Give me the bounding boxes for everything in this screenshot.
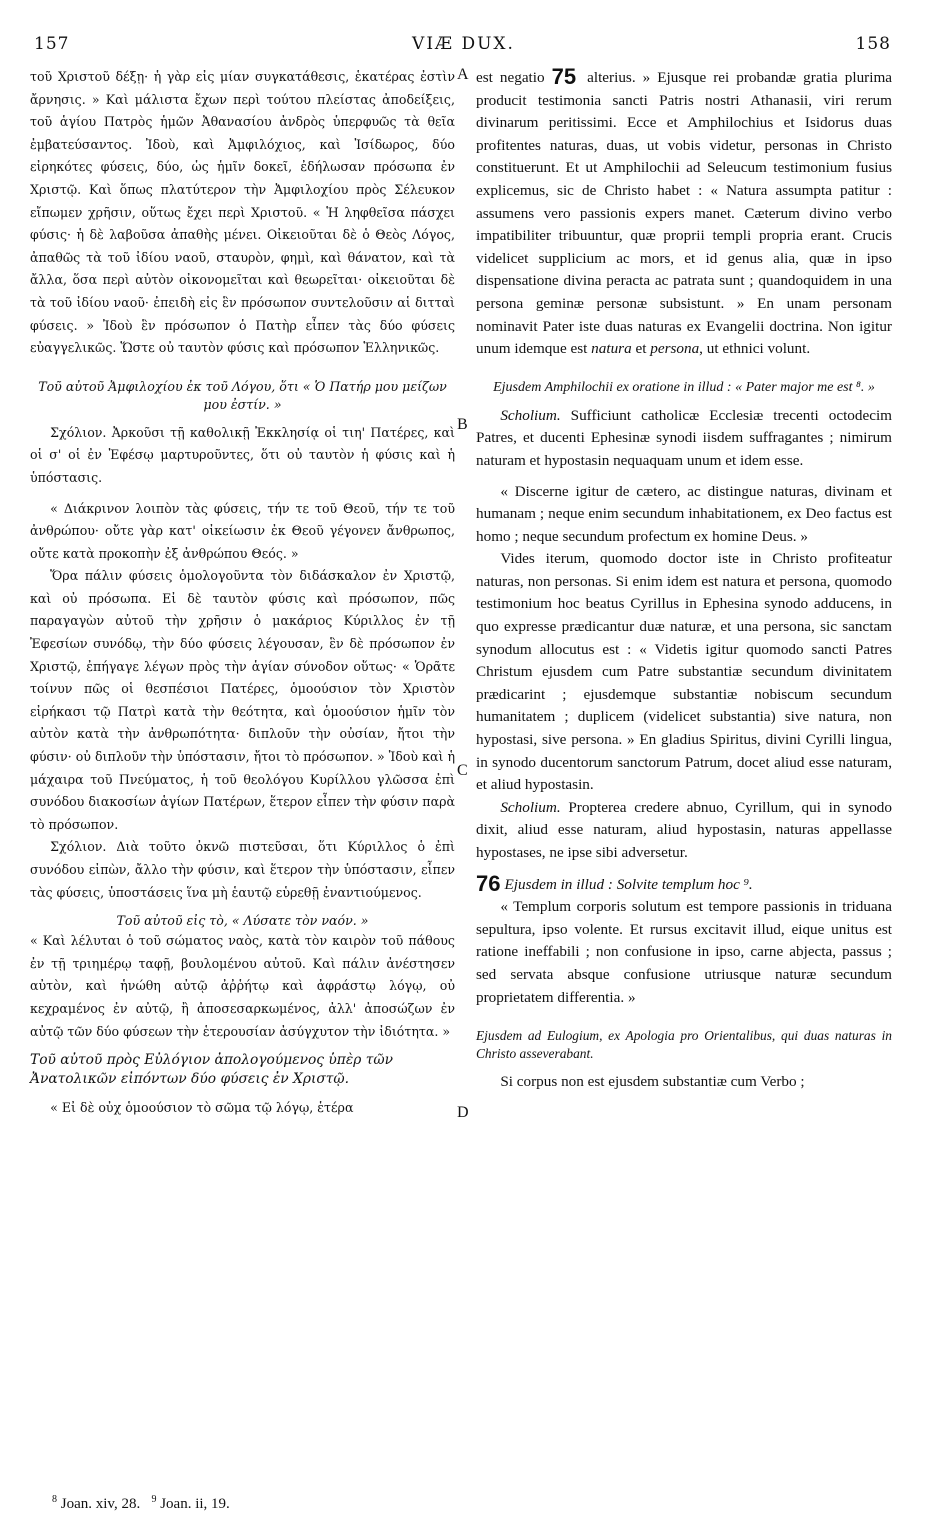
page-number-right: 158 bbox=[855, 34, 891, 54]
latin-scholium-1 bbox=[476, 405, 892, 473]
latin-scholium-1-text: Sufficiunt catholicæ Ecclesiæ trecenti octodecim Patres, et ducenti Ephesinæ synodi iisdem suffragantes ; nimirum naturam et hypostasin nequaquam unum et idem esse. bbox=[476, 406, 892, 469]
greek-paragraph-4: Ὅρα πάλιν φύσεις ὁμολογοῦντα τὸν διδάσκαλον ἐν Χριστῷ, καὶ οὐ πρόσωπα. Εἰ δὲ ταυτὸν φύσις καὶ πρόσωπον, πῶς παραγαγὼν αὐτοῦ τὴν χρῆσιν ὁ μακάριος Κύριλλος ἐν τῇ Ἐφεσίων συνόδῳ, τὴν δύο φύσεις λέγουσαν, ἓν δὲ πρόσωπον ἐν Χριστῷ, ἐπήγαγε λέγων πρὸς τὴν ἁγίαν σύνοδον οὕτως· « Ὁρᾶτε τοίνυν πῶς οἱ θεσπέσιοι Πατέρες, ὁμοούσιον τὸν Χριστὸν εἰρήκασι τῷ Πατρὶ κατὰ τὴν θεότητα, καὶ ὁμοούσιον ἡμῖν τὸν αὐτὸν κατὰ τὴν ἀνθρωπότητα· διπλοῦν τὴν οὐσίαν, ἤτοι τὴν φύσιν· οὐ διπλοῦν τὴν ὑπόστασιν, ἤτοι τὸ πρόσωπον. » Ἰδοὺ καὶ ἡ μάχαιρα τοῦ Πνεύματος, ἡ τοῦ θεολόγου Κυρίλλου γλῶσσα ἐπὶ συνόδου διακοσίων ἁγίων Πατέρων, ἕτερον εἶπεν τὴν φύσιν παρὰ τὸ πρόσωπον. bbox=[30, 568, 455, 832]
latin-scholium-1-lead: Scholium. bbox=[500, 406, 561, 424]
greek-section-title-2: Τοῦ αὐτοῦ εἰς τὸ, « Λύσατε τὸν ναόν. » bbox=[116, 913, 369, 929]
page-number-left: 157 bbox=[34, 34, 70, 54]
latin-paragraph-6: « Templum corporis solutum est tempore passionis in triduana sepultura, ipso volente. Et rursus excitavit illud, eique unitus est ratione ineffabili ; non confusione in ipso, carne abjecta, passus ; sed servata absque confusione utriusque naturæ secundum proprietatem differentia. » bbox=[476, 898, 892, 1006]
greek-section-title-1: Τοῦ αὐτοῦ Ἀμφιλοχίου ἐκ τοῦ Λόγου, ὅτι « Ὁ Πατήρ μου μείζων μου ἐστίν. » bbox=[38, 378, 447, 412]
latin-section-title-2 bbox=[476, 870, 892, 897]
latin-quotation-1: « Discerne igitur de cætero, ac distingue naturas, divinam et humanam ; neque enim secundum inhabitationem, ex Deo factus est homo ; neque secundum profectum ex homine Deus. » bbox=[476, 482, 892, 545]
latin-paragraph-1 bbox=[476, 66, 892, 361]
greek-paragraph-6: « Καὶ λέλυται ὁ τοῦ σώματος ναὸς, κατὰ τὸν καιρὸν τοῦ πάθους ἐν τῇ τριημέρῳ ταφῇ, βουλομένου αὐτοῦ. Καὶ πάλιν ἀνέστησεν αὐτὸν, καὶ ἡνώθη αὐτῷ ἀῤῥήτῳ καὶ ἀφράστῳ λόγῳ, οὐ κεχραμένος ἐν αὐτῷ, ἢ ἀποσεσαρκωμένος, ἀλλ' ἀποσώζων ἐν αὐτῷ τῶν δύο φύσεων τὴν ἑτερουσίαν ἀσύγχυτον τὴν ἰδιότητα. » bbox=[30, 933, 455, 1039]
greek-scholium-2: Σχόλιον. Διὰ τοῦτο ὀκνῶ πιστεῦσαι, ὅτι Κύριλλος ὁ ἐπὶ συνόδου εἰπὼν, ἄλλο τὴν φύσιν, καὶ ἕτερον τὴν ὑπόστασιν, εἶπεν τὰς φύσεις, ὑποστάσεις ἵνα μὴ ἑαυτῷ εὑρεθῇ ἐναντιούμενος. bbox=[30, 839, 455, 900]
latin-p1-body: alterius. » Ejusque rei probandæ gratia plurima producit testimonia sancti Patris nostri Athanasii, viri rerum divinarum peritissimi. Ecce et Amphilochius et Isidorus duas profitentes naturas, duas, ut vobis videtur, personas in Christo constituerunt. Et ut Amphilochii ad Seleucum testimonium fusius explicemus, sic de Christo habet : « Natura assumpta patitur : assumens vero passionis expers manet. Cæterum divino verbo impatibiliter tribuuntur, quæ proprii templi propria erant. Crucis videlicet supplicium ac mors, et id genus alia, quæ in ipso dispensatione divina peracta ac patrata sunt ; quandoquidem in una persona geminæ personæ subsistunt. » En unam personam nominavit Pater iste duas naturas ex Evangelii doctrina. Non igitur unum idemque est bbox=[476, 69, 893, 358]
footnote-9-text: Joan. ii, 19. bbox=[160, 1496, 230, 1512]
section-number-75: 75 bbox=[551, 64, 577, 89]
latin-scholium-2-text: Propterea credere abnuo, Cyrillum, qui in synodo dixit, aliud esse naturam, aliud hypostasin, naturas appellasse hypostases, ne ipse sibi adversetur. bbox=[476, 798, 892, 861]
footnote-9-mark: 9 bbox=[151, 1494, 157, 1505]
page-header bbox=[0, 34, 927, 58]
latin-p1-natura: natura bbox=[591, 340, 632, 358]
greek-scholium-1: Σχόλιον. Ἀρκοῦσι τῇ καθολικῇ Ἐκκλησίᾳ οἱ τιη' Πατέρες, καὶ οἱ σ' οἱ ἐν Ἐφέσῳ μαρτυροῦντες, ὅτι οὐ ταυτὸν ἡ φύσις καὶ ἡ ὑπόστασις. bbox=[30, 424, 455, 485]
latin-scholium-2 bbox=[476, 797, 892, 865]
latin-p1-start: est negatio bbox=[476, 69, 552, 86]
footnotes bbox=[52, 1494, 230, 1513]
latin-section-title-2-text: Ejusdem in illud : Solvite templum hoc ⁹. bbox=[504, 875, 753, 893]
greek-paragraph-7: « Εἰ δὲ οὐχ ὁμοούσιον τὸ σῶμα τῷ λόγῳ, ἑτέρα bbox=[50, 1100, 354, 1116]
margin-marker-d: D bbox=[457, 1104, 469, 1121]
greek-section-title-3: Τοῦ αὐτοῦ πρὸς Εὐλόγιον ἀπολογούμενος ὑπὲρ τῶν Ἀνατολικῶν εἰπόντων δύο φύσεις ἐν Χριστῷ. bbox=[30, 1052, 394, 1088]
latin-column bbox=[476, 66, 892, 1094]
latin-section-title-1: Ejusdem Amphilochii ex oratione in illud : « Pater major me est ⁸. » bbox=[493, 379, 875, 395]
greek-quotation-1: « Διάκρινον λοιπὸν τὰς φύσεις, τήν τε τοῦ Θεοῦ, τήν τε τοῦ ἀνθρώπου· οὔτε γὰρ κατ' οἰκείωσιν ἐκ Θεοῦ γέγονεν ἄνθρωπος, οὔτε κατὰ προκοπὴν ἐξ ἀνθρώπου Θεός. » bbox=[30, 500, 455, 561]
footnote-8-mark: 8 bbox=[52, 1494, 57, 1505]
latin-section-title-3: Ejusdem ad Eulogium, ex Apologia pro Orientalibus, qui duas naturas in Christo asseverabant. bbox=[476, 1028, 892, 1062]
greek-column bbox=[30, 66, 455, 1120]
section-number-76: 76 bbox=[476, 870, 501, 896]
latin-paragraph-4: Vides iterum, quomodo doctor iste in Christo profiteatur naturas, non personas. Si enim idem est natura et persona, quomodo testimonium hoc beatus Cyrillus in Ephesina synodo adducens, in quo expresse prædicantur duæ naturæ, et una persona, sic sanctam synodum allocutus est : « Videtis igitur quomodo sancti Patres Christum ejusdem cum Patre substantiæ secundum divinitatem prædicarint ; ejusdemque substantiæ nobiscum secundum humanitatem ; duplicem (videlicet substantia) sive natura, non hypostasi, sive persona. » En gladius Spiritus, divini Cyrilli lingua, in synodo ducentorum sanctorum Patrum, docet aliud esse naturam, et aliud hypostasin. bbox=[476, 550, 892, 794]
latin-paragraph-7: Si corpus non est ejusdem substantiæ cum Verbo ; bbox=[500, 1073, 805, 1091]
latin-p1-end: , ut ethnici volunt. bbox=[699, 340, 811, 358]
greek-paragraph-1: τοῦ Χριστοῦ δέξῃ· ἡ γὰρ εἰς μίαν συγκατάθεσις, ἑκατέρας ἐστὶν ἄρνησις. » Καὶ μάλιστα ἔχων περὶ τούτου πλείστας ἀποδείξεις, τοῦ ἁγίου Πατρὸς ἡμῶν Ἀθανασίου ἀνδρὸς ὑπερφυῶς τὰ θεῖα ἐμβατεύσαντος. Ἰδοὺ, καὶ Ἀμφιλόχιος, καὶ Ἰσίδωρος, δύο εἰρηκότες φύσεις, δύο, ὡς ἡμῖν δοκεῖ, ἐδήλωσαν πρόσωπα ἐν Χριστῷ. Καὶ ὅπως πλατύτερον τὴν Ἀμφιλοχίου πρὸς Σέλευκον εἴπωμεν χρῆσιν, οὕτως ἔχει περὶ Χριστοῦ. « Ἡ ληφθεῖσα πάσχει φύσις· ἡ δὲ λαβοῦσα ἀπαθὴς μένει. Οἰκειοῦται δὲ ὁ Θεὸς Λόγος, ἀπαθῶς τὰ τοῦ ἰδίου ναοῦ, σταυρὸν, φημὶ, καὶ θάνατον, καὶ τὰ ἄλλα, ὅσα περὶ αὐτὸν οἰκονομεῖται καὶ θεωρεῖται· οἰκειοῦται δὲ τὰ τοῦ ἰδίου ναοῦ· ἐπειδὴ εἰς ἓν πρόσωπον συντελοῦσιν αἱ διτταὶ φύσεις. » Ἰδοὺ ἓν πρόσωπον ὁ Πατὴρ εἶπεν τὰς δύο φύσεις εὐαγγελικῶς. Ὥστε οὐ ταυτὸν φύσις καὶ πρόσωπον Ἑλληνικῶς. bbox=[30, 69, 455, 356]
margin-marker-c: C bbox=[457, 762, 468, 779]
latin-p1-persona: persona bbox=[650, 340, 700, 358]
running-title: VIÆ DUX. bbox=[412, 34, 515, 54]
latin-scholium-2-lead: Scholium. bbox=[500, 798, 561, 816]
footnote-8-text: Joan. xiv, 28. bbox=[60, 1496, 141, 1512]
margin-marker-a: A bbox=[457, 66, 469, 83]
latin-p1-et: et bbox=[631, 340, 651, 358]
margin-marker-b: B bbox=[457, 416, 468, 433]
